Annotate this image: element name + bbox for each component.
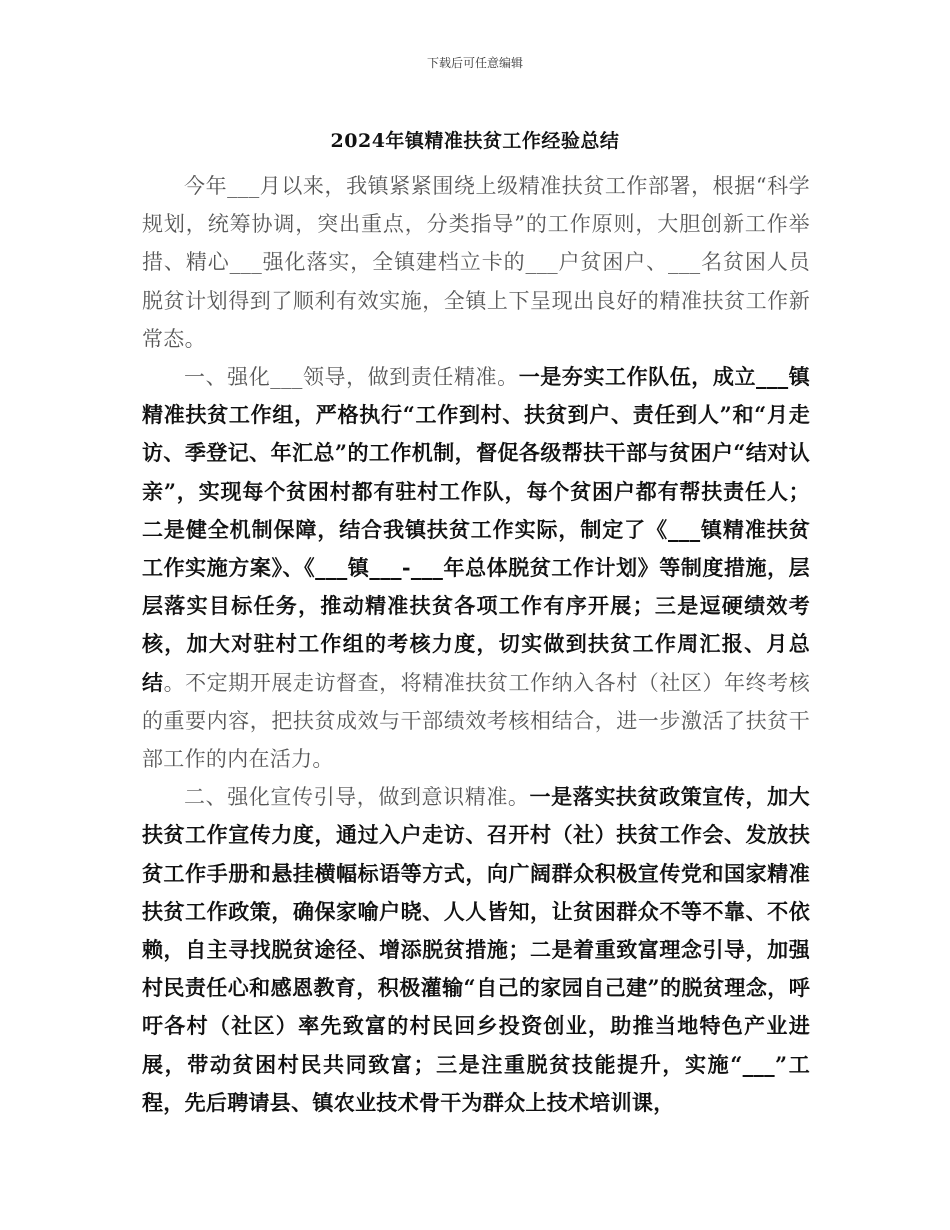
paragraph-section-2	[142, 778, 810, 1122]
section-2-heading: 二、强化宣传引导，做到意识精准。	[184, 785, 530, 810]
section-2-bold-text: 一是落实扶贫政策宣传，加大扶贫工作宣传力度，通过入户走访、召开村（社）扶贫工作会、发放扶贫工作手册和悬挂横幅标语等方式，向广阔群众积极宣传党和国家精准扶贫工作政策，确保家喻户晓、人人皆知，让贫困群众不等不靠、不依赖，自主寻找脱贫途径、增添脱贫措施；二是着重致富理念引导，加强村民责任心和感恩教育，积极灌输“自己的家园自己建”的脱贫理念，呼吁各村（社区）率先致富的村民回乡投资创业，助推当地特色产业进展，带动贫困村民共同致富；三是注重脱贫技能提升，实施“___”工程，先后聘请县、镇农业技术骨干为群众上技术培训课，	[142, 784, 810, 1115]
section-1-bold-text: 一是夯实工作队伍，成立___镇精准扶贫工作组，严格执行“工作到村、扶贫到户、责任到人”和“月走访、季登记、年汇总”的工作机制，督促各级帮扶干部与贫困户“结对认亲”，实现每个贫困村都有驻村工作队，每个贫困户都有帮扶责任人；二是健全机制保障，结合我镇扶贫工作实际，制定了《___镇精准扶贫工作实施方案》、《___镇___-___年总体脱贫工作计划》等制度措施，层层落实目标任务，推动精准扶贫各项工作有序开展；三是逗硬绩效考核，加大对驻村工作组的考核力度，切实做到扶贫工作周汇报、月总结	[142, 364, 811, 695]
paragraph-intro-text: 今年___月以来，我镇紧紧围绕上级精准扶贫工作部署，根据“科学规划，统筹协调，突出重点，分类指导”的工作原则，大胆创新工作举措、精心___强化落实，全镇建档立卡的___户贫困户、___名贫困人员脱贫计划得到了顺利有效实施，全镇上下呈现出良好的精准扶贫工作新常态。	[142, 174, 810, 351]
document-title: 2024年镇精准扶贫工作经验总结	[330, 130, 620, 152]
document-body	[142, 167, 810, 1122]
section-1-plain-text: 。不定期开展走访督查，将精准扶贫工作纳入各村（社区）年终考核的重要内容，把扶贫成效与干部绩效考核相结合，进一步激活了扶贫干部工作的内在活力。	[142, 670, 810, 772]
paragraph-intro	[142, 167, 810, 358]
section-1-heading: 一、强化___领导，做到责任精准。	[184, 365, 519, 390]
paragraph-section-1	[142, 358, 810, 778]
header-note: 下载后可任意编辑	[426, 56, 523, 70]
